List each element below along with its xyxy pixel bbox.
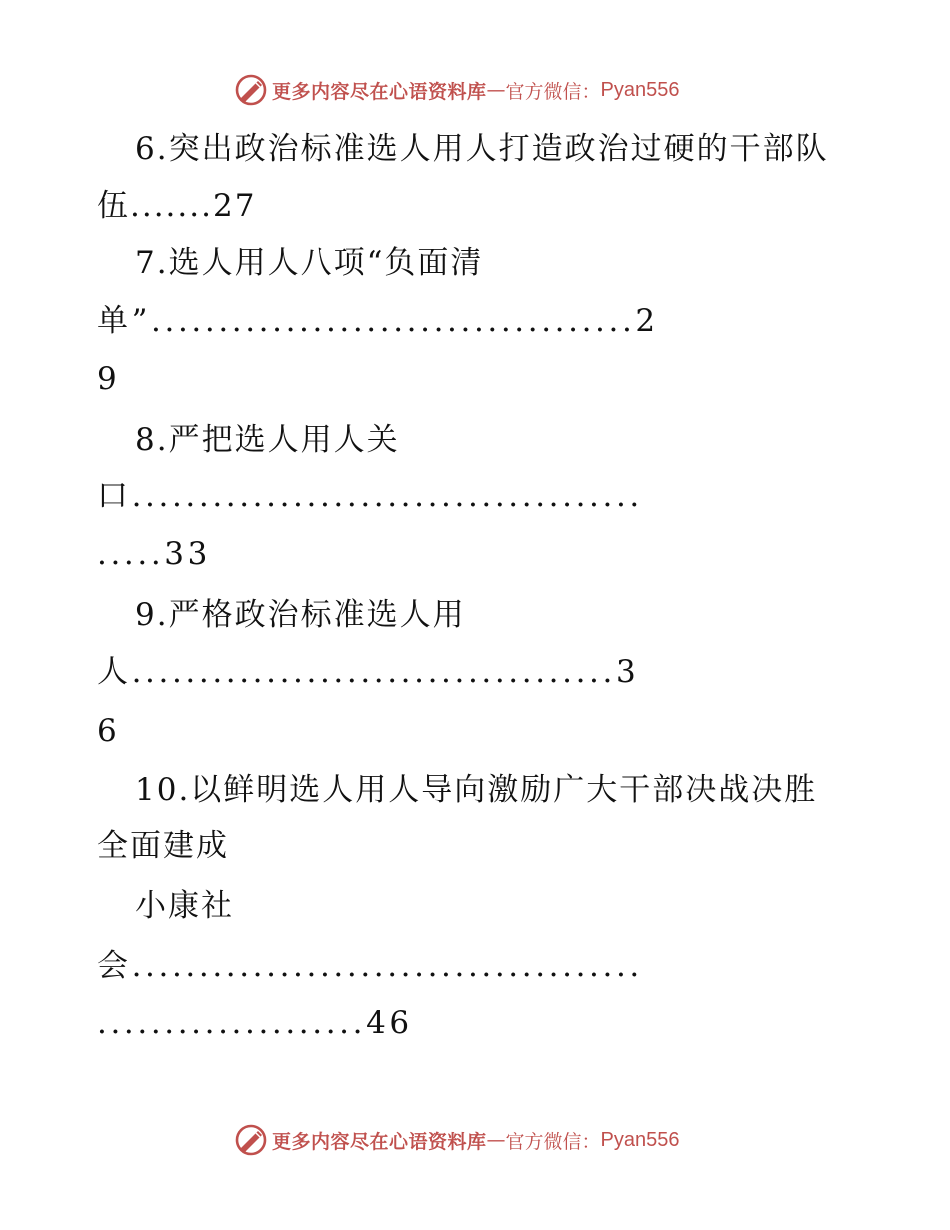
toc-entry-9-line-2[interactable]: 人....................................3: [97, 654, 640, 690]
toc-entry-9-line-1[interactable]: 9.严格政治标准选人用: [135, 597, 466, 633]
banner-label: 官方微信：: [505, 80, 601, 103]
toc-entry-8-line-3[interactable]: .....33: [97, 536, 211, 572]
banner-separator: —: [486, 1129, 506, 1151]
pen-logo-icon: [234, 73, 268, 107]
toc-entry-10-line-2[interactable]: 全面建成: [97, 828, 229, 864]
footer-banner: [234, 1122, 680, 1158]
toc-entry-10-line-4[interactable]: 会......................................: [97, 948, 643, 984]
toc-entry-10-line-3[interactable]: 小康社: [135, 888, 234, 924]
banner-handle: Pyan556: [600, 78, 680, 101]
toc-entry-9-line-3[interactable]: 6: [97, 713, 119, 749]
header-banner: [234, 72, 680, 108]
toc-entry-8-line-2[interactable]: 口......................................: [97, 478, 643, 514]
banner-handle: Pyan556: [600, 1128, 680, 1151]
toc-entry-7-line-2[interactable]: 单”....................................2: [97, 303, 659, 339]
pen-logo-icon: [234, 1123, 268, 1157]
banner-main-text: 更多内容尽在心语资料库: [272, 1130, 487, 1153]
toc-entry-10-line-5[interactable]: ....................46: [97, 1005, 413, 1041]
toc-entry-6-line-2[interactable]: 伍.......27: [97, 188, 257, 224]
toc-entry-8-line-1[interactable]: 8.严把选人用人关: [135, 422, 400, 458]
toc-entry-7-line-3[interactable]: 9: [97, 361, 119, 397]
banner-main-text: 更多内容尽在心语资料库: [272, 80, 487, 103]
banner-label: 官方微信：: [505, 1130, 601, 1153]
banner-separator: —: [486, 79, 506, 101]
toc-entry-10-line-1[interactable]: 10.以鲜明选人用人导向激励广大干部决战决胜: [135, 772, 818, 808]
toc-entry-7-line-1[interactable]: 7.选人用人八项“负面清: [135, 245, 484, 281]
toc-entry-6-line-1[interactable]: 6.突出政治标准选人用人打造政治过硬的干部队: [135, 131, 829, 167]
